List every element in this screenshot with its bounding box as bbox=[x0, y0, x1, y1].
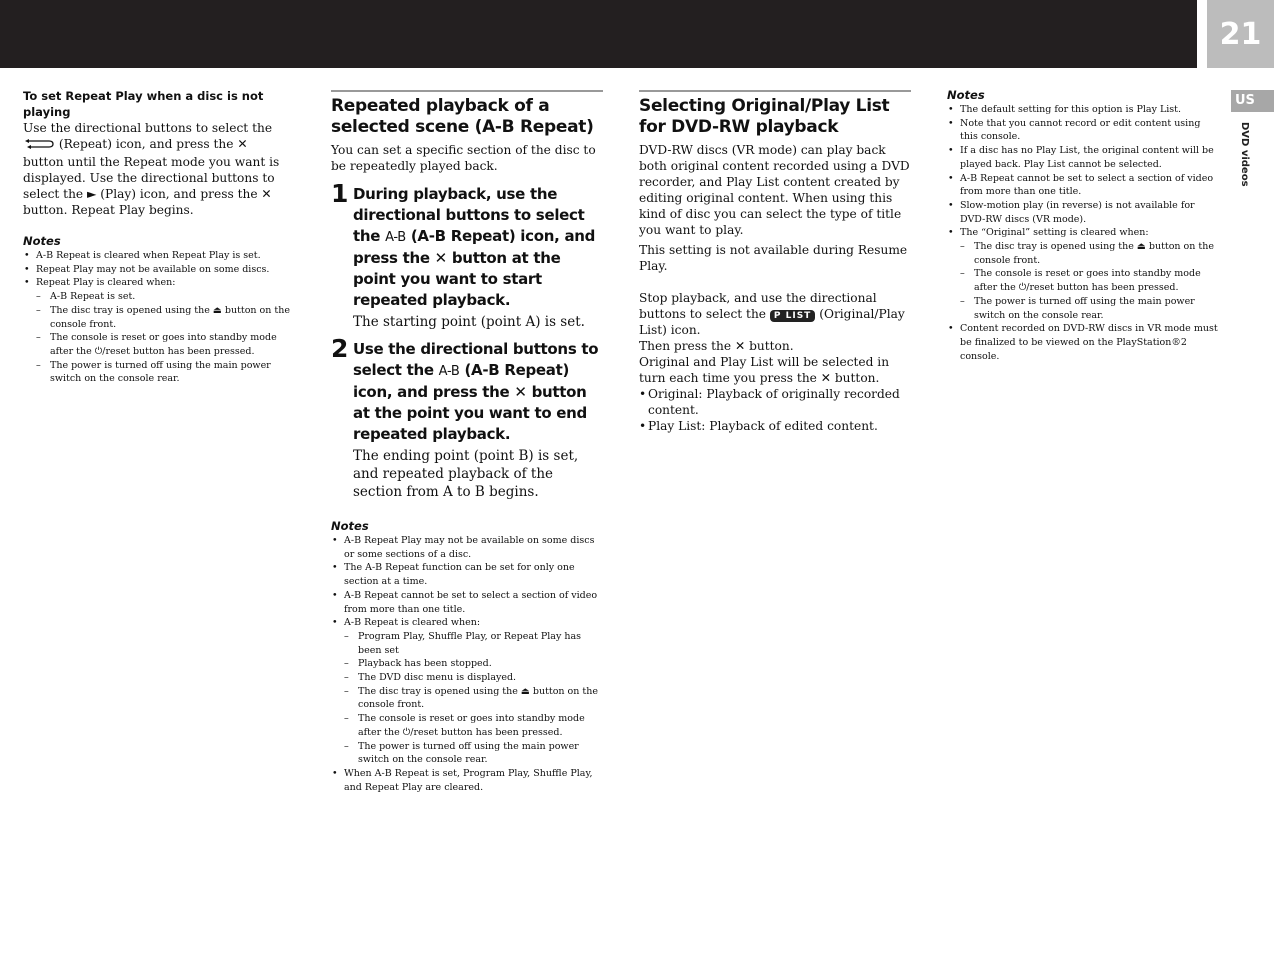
note-item: • A-B Repeat cannot be set to select a section of video from more than one title. bbox=[947, 172, 1219, 199]
step-title-text: During playback, use the directional buttons to select the bbox=[353, 185, 585, 245]
sub-note-item: – The console is reset or goes into standby mode after the ⏻/reset button has been pressed. bbox=[23, 331, 291, 358]
repeat-play-instructions bbox=[23, 120, 291, 218]
note-item: • A-B Repeat is cleared when Repeat Play is set. bbox=[23, 249, 291, 263]
step-title-text: button at the point you want to start repeated playback. bbox=[353, 249, 561, 309]
column-ab-repeat bbox=[331, 90, 603, 794]
sub-note-item: – The power is turned off using the main power switch on the console rear. bbox=[23, 359, 291, 386]
notes-heading: Notes bbox=[23, 234, 61, 248]
note-item: • The A-B Repeat function can be set for only one section at a time. bbox=[331, 561, 603, 588]
section-label-text: DVD videos bbox=[1239, 122, 1250, 187]
para3-text: (Original/Play List) icon. bbox=[639, 307, 905, 337]
playlist-para-1: DVD-RW discs (VR mode) can play back both original content recorded using a DVD recorder, and Play List content created by editing original content. When using this kind of disc you can select the type of title you want to play. bbox=[639, 143, 910, 237]
column-playlist-notes bbox=[947, 88, 1219, 363]
sub-note-item: – The disc tray is opened using the ⏏ button on the console front. bbox=[947, 240, 1219, 267]
repeat-play-heading: To set Repeat Play when a disc is not playing bbox=[23, 89, 264, 119]
section-rule bbox=[639, 90, 911, 92]
step-number: 2 bbox=[331, 334, 349, 363]
sub-note-item: – The disc tray is opened using the ⏏ button on the console front. bbox=[331, 685, 603, 712]
section-rule bbox=[331, 90, 603, 92]
step-number: 1 bbox=[331, 179, 349, 208]
step-title bbox=[353, 184, 603, 311]
notes-heading: Notes bbox=[947, 88, 985, 102]
instr-text-a: Use the directional buttons to select the bbox=[23, 121, 273, 135]
note-item: • Repeat Play is cleared when: bbox=[23, 276, 291, 290]
repeat-icon bbox=[23, 138, 55, 154]
sub-note-item: – A-B Repeat is set. bbox=[23, 290, 291, 304]
play-icon: ► bbox=[87, 187, 97, 201]
note-item: • Slow-motion play (in reverse) is not available for DVD-RW discs (VR mode). bbox=[947, 199, 1219, 226]
step-1 bbox=[331, 179, 603, 331]
note-item: • A-B Repeat Play may not be available on some discs or some sections of a disc. bbox=[331, 534, 603, 561]
bullet-item: • Original: Playback of originally recorded content. bbox=[639, 386, 911, 418]
notes-list bbox=[331, 534, 603, 794]
step-title-text: (A-B Repeat) icon, and press the bbox=[353, 361, 569, 401]
note-item: • When A-B Repeat is set, Program Play, Shuffle Play, and Repeat Play are cleared. bbox=[331, 767, 603, 794]
language-tab: US bbox=[1231, 90, 1274, 112]
sub-note-item: – The DVD disc menu is displayed. bbox=[331, 671, 603, 685]
ab-repeat-intro: You can set a specific section of the disc to be repeatedly played back. bbox=[331, 143, 596, 173]
bullet-item: • Play List: Playback of edited content. bbox=[639, 418, 911, 434]
note-item: • Content recorded on DVD-RW discs in VR mode must be finalized to be viewed on the PlayStation®2 console. bbox=[947, 322, 1219, 363]
section-side-label bbox=[1238, 122, 1250, 192]
step-title bbox=[353, 339, 603, 445]
step-title-text: Use the directional buttons to select the bbox=[353, 340, 599, 379]
para4-text: Original and Play List will be selected in turn each time you press the bbox=[639, 355, 890, 385]
playlist-para-4 bbox=[639, 354, 911, 386]
note-item: • A-B Repeat is cleared when: bbox=[331, 616, 603, 630]
para3-text: Stop playback, and use the directional buttons to select the bbox=[639, 291, 877, 321]
cross-button-icon: ✕ bbox=[237, 137, 248, 151]
step-description: The ending point (point B) is set, and repeated playback of the section from A to B begins. bbox=[353, 448, 579, 500]
note-item: • A-B Repeat cannot be set to select a section of video from more than one title. bbox=[331, 589, 603, 616]
cross-button-icon: ✕ bbox=[261, 187, 272, 201]
instr-text-b: (Repeat) icon, and press the bbox=[58, 137, 234, 151]
note-item: • The “Original” setting is cleared when: bbox=[947, 226, 1219, 240]
ab-repeat-icon: A-B bbox=[438, 364, 460, 379]
instr-text-d: (Play) icon, and press the bbox=[100, 187, 258, 201]
sub-note-item: – The console is reset or goes into standby mode after the ⏻/reset button has been pressed. bbox=[331, 712, 603, 739]
sub-note-item: – Program Play, Shuffle Play, or Repeat Play has been set bbox=[331, 630, 603, 657]
step-2 bbox=[331, 334, 603, 501]
instr-text-c: button until the Repeat mode you want is displayed. Use the directional buttons to select the bbox=[23, 155, 280, 201]
para3-text: Then press the bbox=[639, 339, 732, 353]
sub-note-item: – The console is reset or goes into standby mode after the ⏻/reset button has been pressed. bbox=[947, 267, 1219, 294]
note-item: • The default setting for this option is Play List. bbox=[947, 103, 1219, 117]
notes-list bbox=[23, 249, 291, 386]
cross-button-icon: ✕ bbox=[514, 383, 527, 401]
plist-icon: P LIST bbox=[770, 310, 815, 322]
step-title-text: (A-B Repeat) icon, and press the bbox=[353, 227, 596, 267]
playlist-para-2: This setting is not available during Resume Play. bbox=[639, 243, 908, 273]
ab-repeat-title: Repeated playback of a selected scene (A-B Repeat) bbox=[331, 96, 594, 137]
playlist-para-3 bbox=[639, 290, 911, 354]
instr-text-e: button. Repeat Play begins. bbox=[23, 203, 194, 217]
step-description: The starting point (point A) is set. bbox=[353, 314, 585, 330]
sub-note-item: – The power is turned off using the main power switch on the console rear. bbox=[947, 295, 1219, 322]
note-item: • If a disc has no Play List, the original content will be played back. Play List cannot be selected. bbox=[947, 144, 1219, 171]
sub-note-item: – The power is turned off using the main power switch on the console rear. bbox=[331, 740, 603, 767]
column-original-playlist bbox=[639, 90, 911, 434]
column-repeat-play bbox=[23, 88, 291, 386]
ab-repeat-icon: A-B bbox=[385, 230, 406, 245]
page-number-box bbox=[1207, 0, 1274, 68]
para4-text: button. bbox=[834, 371, 880, 385]
cross-button-icon: ✕ bbox=[434, 249, 447, 267]
note-item: • Note that you cannot record or edit content using this console. bbox=[947, 117, 1219, 144]
cross-button-icon: ✕ bbox=[734, 339, 746, 353]
original-playlist-title: Selecting Original/Play List for DVD-RW playback bbox=[639, 96, 890, 137]
notes-heading: Notes bbox=[331, 519, 369, 533]
notes-list bbox=[947, 103, 1219, 363]
page-number: 21 bbox=[1219, 16, 1262, 52]
header-bar bbox=[0, 0, 1197, 68]
sub-note-item: – Playback has been stopped. bbox=[331, 657, 603, 671]
sub-note-item: – The disc tray is opened using the ⏏ button on the console front. bbox=[23, 304, 291, 331]
note-item: • Repeat Play may not be available on some discs. bbox=[23, 263, 291, 277]
cross-button-icon: ✕ bbox=[820, 371, 831, 385]
para3-text: button. bbox=[749, 339, 794, 353]
step-title-text: button at the point you want to end repeated playback. bbox=[353, 383, 587, 443]
